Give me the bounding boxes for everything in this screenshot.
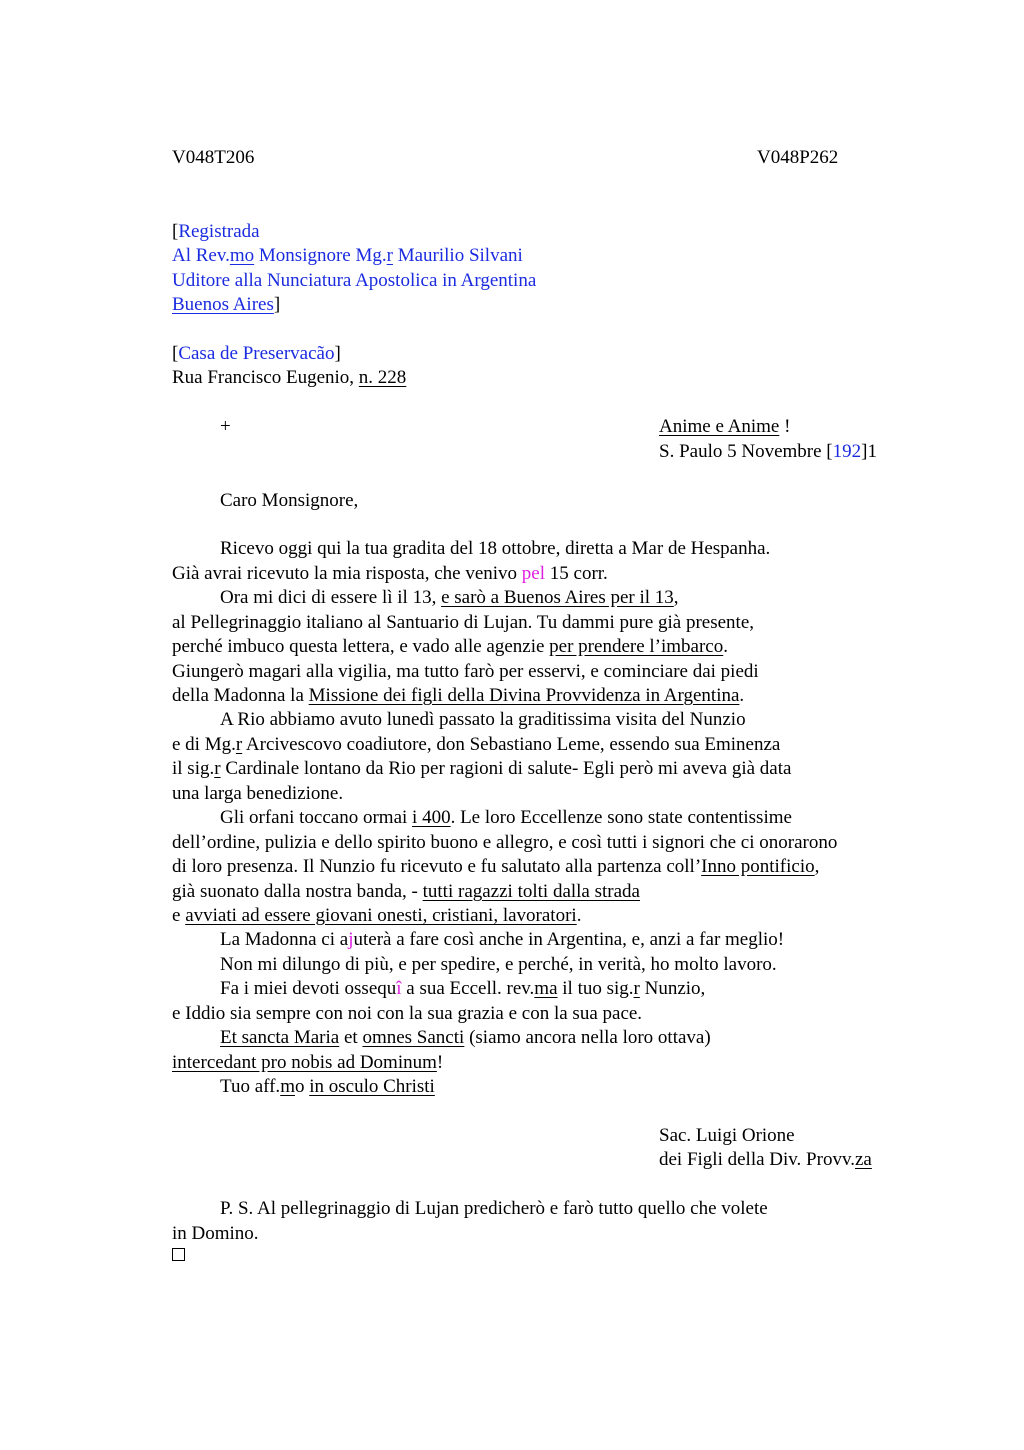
body-line: il sig.r Cardinale lontano da Rio per ragioni di salute- Egli però mi aveva già data: [172, 758, 792, 779]
body-line: e avviati ad essere giovani onesti, cristiani, lavoratori.: [172, 905, 582, 926]
body-line: A Rio abbiamo avuto lunedì passato la graditissima visita del Nunzio: [220, 709, 746, 730]
body-line: Giungerò magari alla vigilia, ma tutto farò per esservi, e cominciare dai piedi: [172, 661, 759, 682]
signature-name: Sac. Luigi Orione: [659, 1125, 795, 1146]
closing-line: Tuo aff.mo in osculo Christi: [220, 1076, 435, 1097]
body-line: Et sancta Maria et omnes Sancti (siamo ancora nella loro ottava): [220, 1027, 711, 1048]
document-code-left: V048T206: [172, 147, 255, 168]
salutation: Caro Monsignore,: [220, 490, 359, 511]
sender-street: Rua Francisco Eugenio, n. 228: [172, 367, 407, 388]
body-line: Gli orfani toccano ormai i 400. Le loro Eccellenze sono state contentissime: [220, 807, 792, 828]
end-box-icon: [172, 1248, 185, 1261]
body-line: di loro presenza. Il Nunzio fu ricevuto e fu salutato alla partenza coll’Inno pontificio,: [172, 856, 820, 877]
body-line: della Madonna la Missione dei figli della Divina Provvidenza in Argentina.: [172, 685, 745, 706]
body-line: Non mi dilungo di più, e per spedire, e perché, in verità, ho molto lavoro.: [220, 954, 777, 975]
body-line: e di Mg.r Arcivescovo coadiutore, don Sebastiano Leme, essendo sua Eminenza: [172, 734, 781, 755]
letter-date: S. Paulo 5 Novembre [192]1: [659, 441, 877, 462]
body-line: e Iddio sia sempre con noi con la sua grazia e con la sua pace.: [172, 1003, 643, 1024]
address-registrada: [Registrada: [172, 221, 260, 242]
postscript-line: in Domino.: [172, 1223, 259, 1244]
address-recipient: Al Rev.mo Monsignore Mg.r Maurilio Silvani: [172, 245, 523, 266]
body-line: perché imbuco questa lettera, e vado alle agenzie per prendere l’imbarco.: [172, 636, 728, 657]
body-line: Ricevo oggi qui la tua gradita del 18 ottobre, diretta a Mar de Hespanha.: [220, 538, 771, 559]
address-city: Buenos Aires]: [172, 294, 281, 315]
body-line: al Pellegrinaggio italiano al Santuario di Lujan. Tu dammi pure già presente,: [172, 612, 755, 633]
sender-name: [Casa de Preservacão]: [172, 343, 341, 364]
body-line: dell’ordine, pulizia e dello spirito buono e allegro, e così tutti i signori che ci onorarono: [172, 832, 838, 853]
body-line: una larga benedizione.: [172, 783, 344, 804]
motto: Anime e Anime !: [659, 416, 791, 437]
document-code-right: V048P262: [757, 147, 839, 168]
cross-mark: +: [220, 416, 231, 437]
body-line: intercedant pro nobis ad Dominum!: [172, 1052, 444, 1073]
body-line: La Madonna ci ajuterà a fare così anche in Argentina, e, anzi a far meglio!: [220, 929, 785, 950]
postscript-line: P. S. Al pellegrinaggio di Lujan predicherò e farò tutto quello che volete: [220, 1198, 768, 1219]
body-line: già suonato dalla nostra banda, - tutti ragazzi tolti dalla strada: [172, 881, 640, 902]
body-line: Ora mi dici di essere lì il 13, e sarò a Buenos Aires per il 13,: [220, 587, 679, 608]
address-office: Uditore alla Nunciatura Apostolica in Argentina: [172, 270, 537, 291]
body-line: Fa i miei devoti ossequî a sua Eccell. rev.ma il tuo sig.r Nunzio,: [220, 978, 706, 999]
signature-title: dei Figli della Div. Provv.za: [659, 1149, 872, 1170]
body-line: Già avrai ricevuto la mia risposta, che venivo pel 15 corr.: [172, 563, 608, 584]
